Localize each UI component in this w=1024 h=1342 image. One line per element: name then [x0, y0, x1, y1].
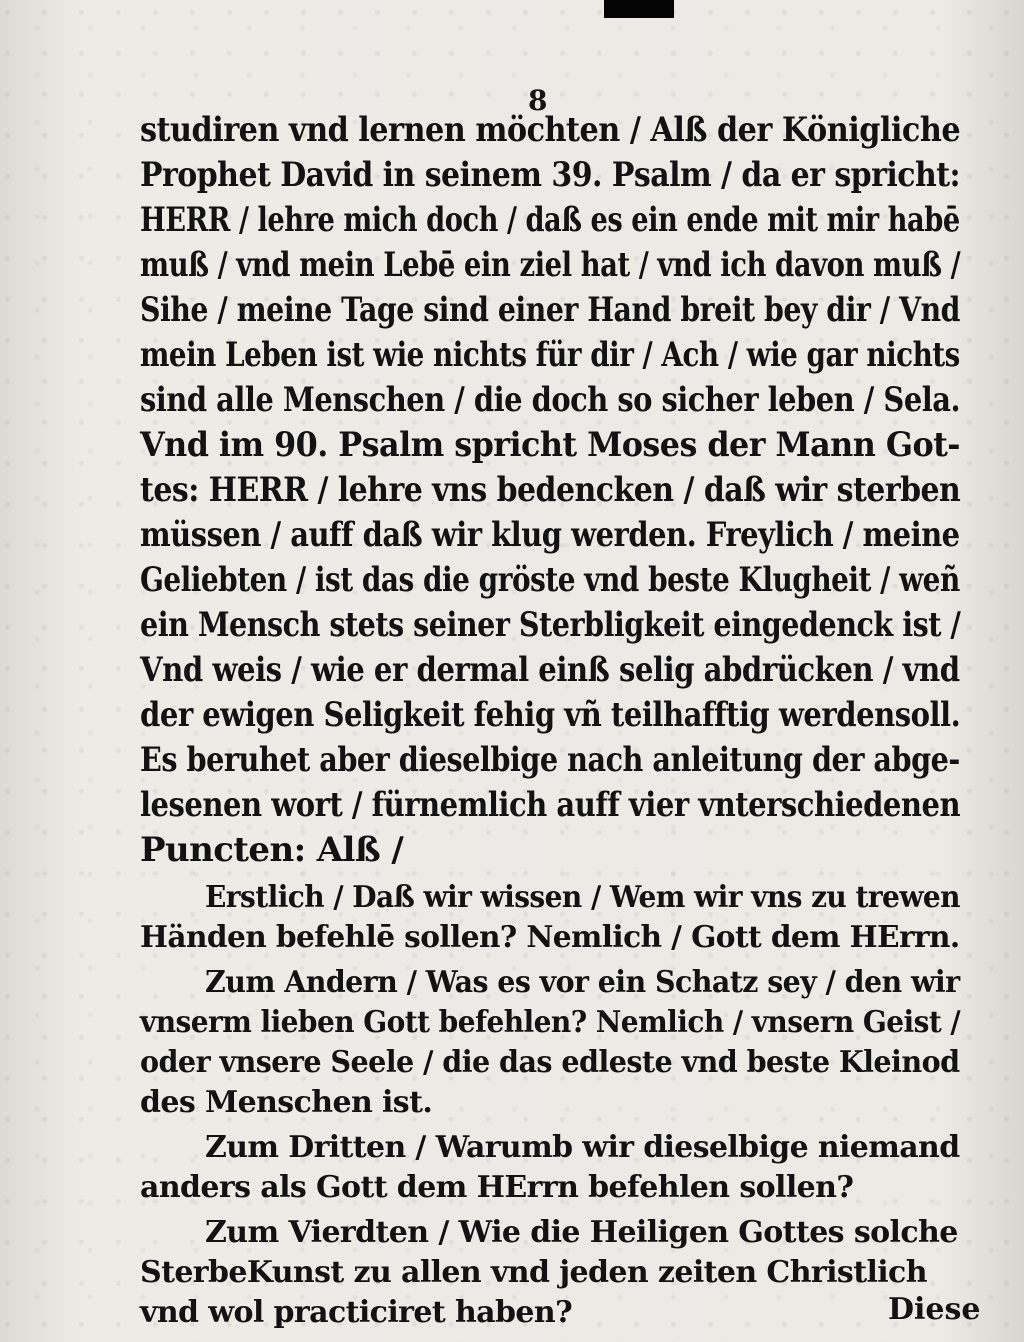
point-line: Erstlich / Daß wir wissen / Wem wir vns zu trewen	[205, 880, 960, 915]
point-line: SterbeKunst zu allen vnd jeden zeiten Christlich	[140, 1255, 927, 1290]
text-line: Es beruhet aber dieselbige nach anleitung der abge-	[140, 740, 960, 780]
point-line: vnserm lieben Gott befehlen? Nemlich / vnsern Geist /	[140, 1005, 961, 1040]
text-line: der ewigen Seligkeit fehig vñ teilhafftig werdensoll.	[140, 695, 961, 735]
text-line: Vnd im 90. Psalm spricht Moses der Mann Got-	[140, 425, 960, 465]
text-line: Geliebten / ist das die gröste vnd beste Klugheit / weñ	[140, 560, 960, 600]
text-line: HERR / lehre mich doch / daß es ein ende mit mir habē	[140, 200, 960, 240]
text-line: Vnd weis / wie er dermal einß selig abdrücken / vnd	[140, 650, 960, 690]
point-line: Zum Dritten / Warumb wir dieselbige niemand	[205, 1130, 960, 1165]
point-line: des Menschen ist.	[140, 1085, 433, 1120]
text-line: mein Leben ist wie nichts für dir / Ach / wie gar nichts	[140, 335, 960, 375]
text-line: müssen / auff daß wir klug werden. Freylich / meine	[140, 515, 960, 555]
page-number: 8	[528, 84, 548, 117]
text-line: Prophet David in seinem 39. Psalm / da er spricht:	[140, 155, 961, 195]
point-line: oder vnsere Seele / die das edleste vnd beste Kleinod	[140, 1045, 960, 1080]
text-line: lesenen wort / fürnemlich auff vier vnterschiedenen	[140, 785, 961, 825]
point-line: Zum Andern / Was es vor ein Schatz sey / den wir	[205, 965, 960, 1000]
binding-shadow	[604, 0, 674, 18]
text-line: Sihe / meine Tage sind einer Hand breit bey dir / Vnd	[140, 290, 961, 330]
point-line: Händen befehlē sollen? Nemlich / Gott dem HErrn.	[140, 920, 960, 955]
point-line: anders als Gott dem HErrn befehlen sollen?	[140, 1170, 854, 1205]
text-line: ein Mensch stets seiner Sterbligkeit eingedenck ist /	[140, 605, 961, 645]
text-line: studiren vnd lernen möchten / Alß der Königliche	[140, 110, 961, 150]
catchword: Diese	[888, 1292, 981, 1327]
point-line: Zum Vierdten / Wie die Heiligen Gottes solche	[205, 1215, 958, 1250]
text-line: tes: HERR / lehre vns bedencken / daß wir sterben	[140, 470, 961, 510]
text-line: sind alle Menschen / die doch so sicher leben / Sela.	[140, 380, 961, 420]
text-line: Puncten: Alß /	[140, 830, 404, 870]
text-line: muß / vnd mein Lebē ein ziel hat / vnd ich davon muß /	[140, 245, 961, 285]
point-line: vnd wol practiciret haben?	[140, 1295, 573, 1330]
